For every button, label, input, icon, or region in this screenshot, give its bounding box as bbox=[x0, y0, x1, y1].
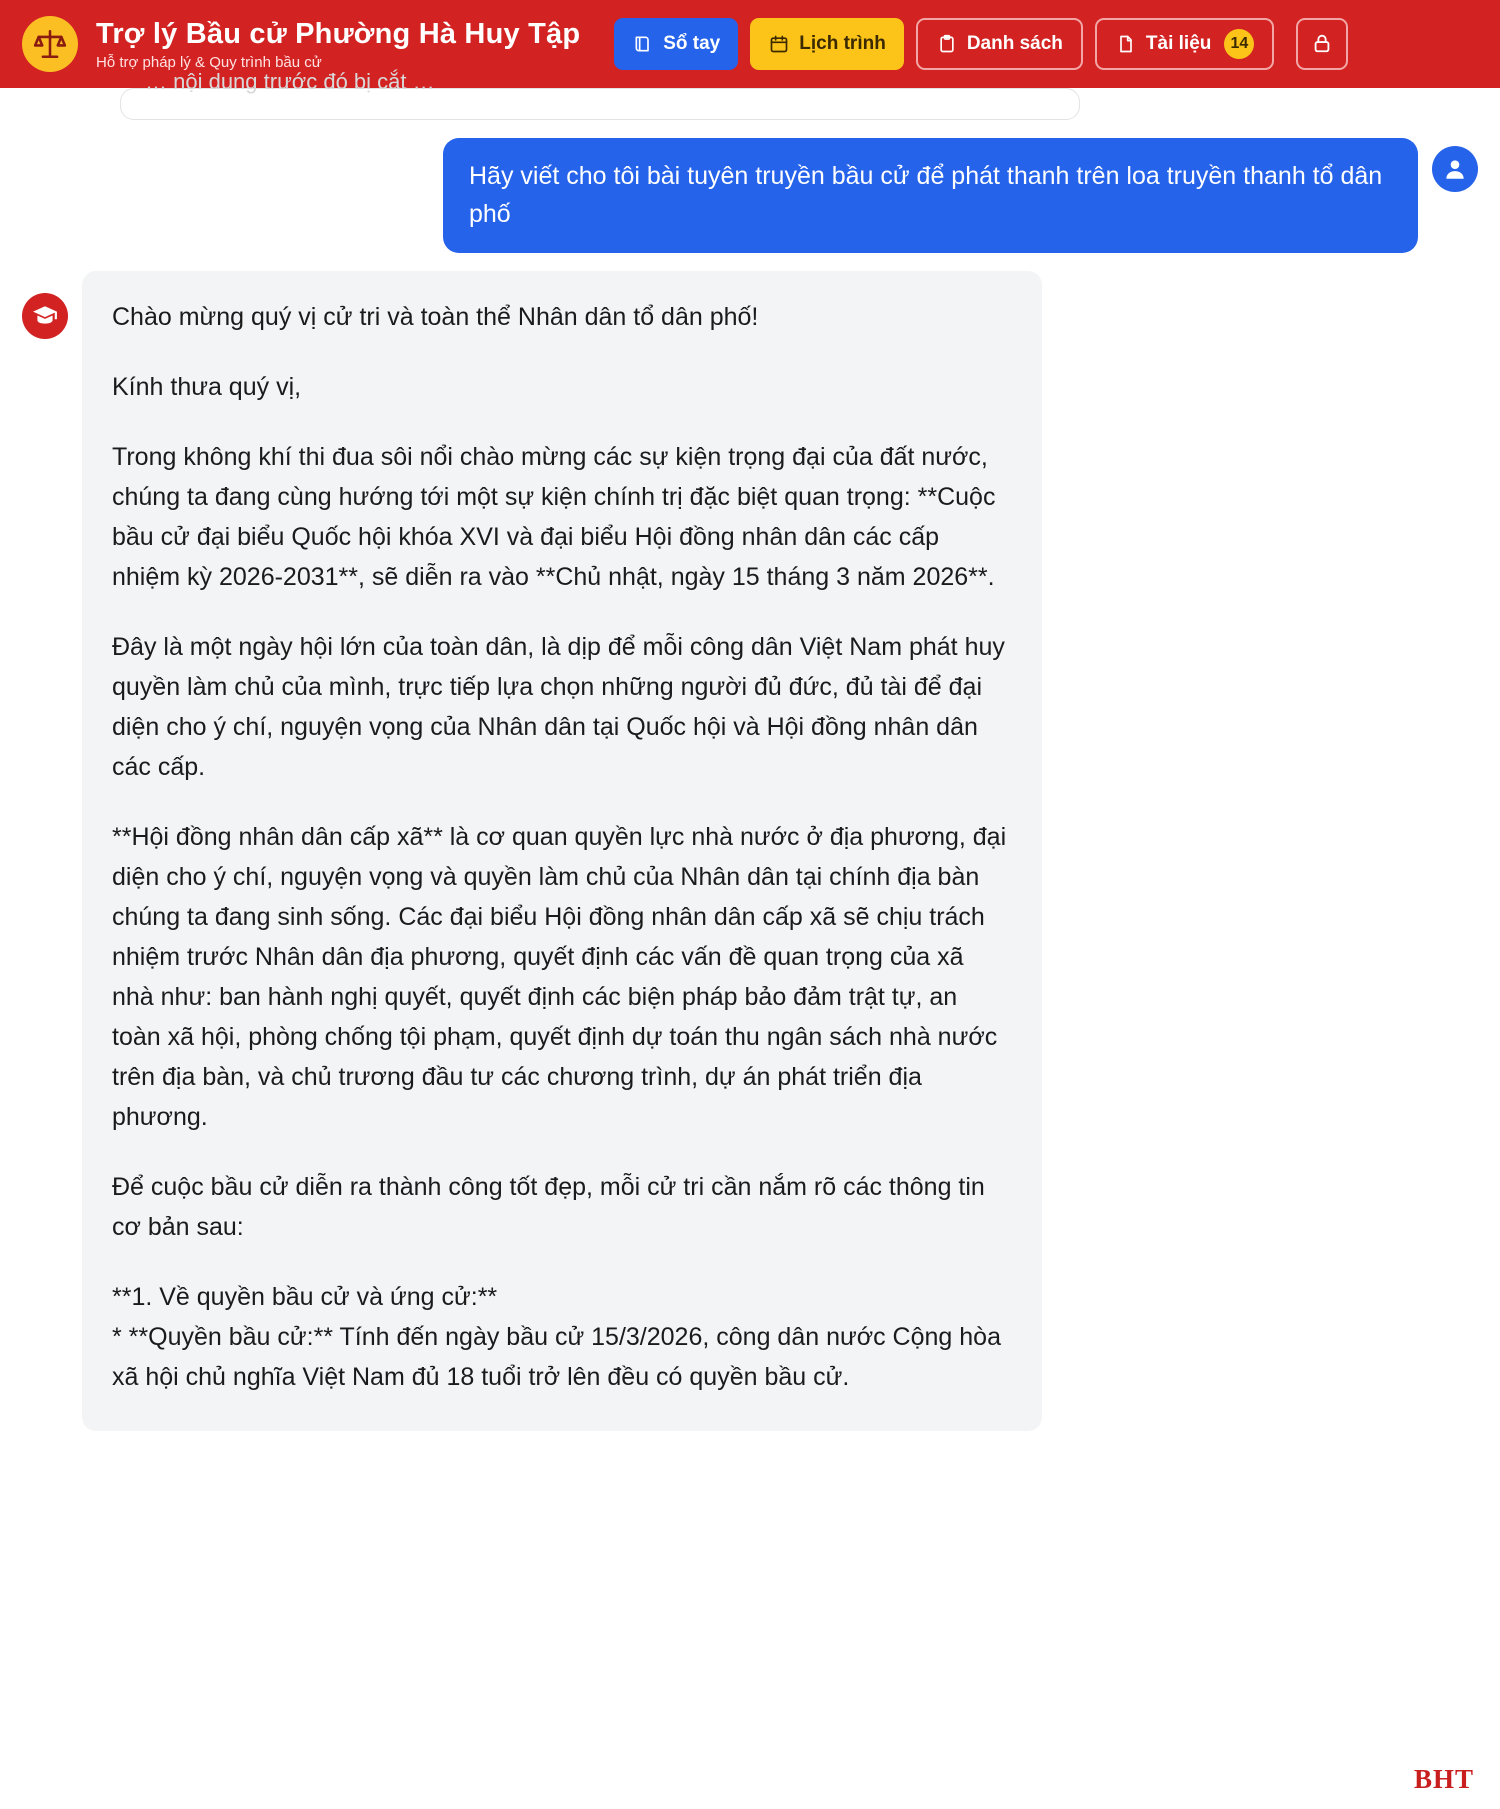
graduation-cap-icon bbox=[22, 293, 68, 339]
scales-of-justice-icon bbox=[22, 16, 78, 72]
app-subtitle: Hỗ trợ pháp lý & Quy trình bầu cử bbox=[96, 53, 322, 71]
previous-message-clipped bbox=[120, 69, 1080, 120]
message-row-user bbox=[22, 138, 1478, 253]
assistant-paragraph: * **Quyền bầu cử:** Tính đến ngày bầu cử 15/3/2026, công dân nước Cộng hòa xã hội chủ nghĩa Việt Nam đủ 18 tuổi trở lên đều có quyền bầu cử. bbox=[112, 1323, 1001, 1391]
assistant-paragraph: **Hội đồng nhân dân cấp xã** là cơ quan quyền lực nhà nước ở địa phương, đại diện cho ý chí, nguyện vọng và quyền làm chủ của Nhân dân tại chính địa bàn chúng ta đang sinh sống. Các đại biểu Hội đồng nhân dân cấp xã sẽ chịu trách nhiệm trước Nhân dân địa phương, quyết định các vấn đề quan trọng của xã nhà như: ban hành nghị quyết, quyết định các biện pháp bảo đảm trật tự, an toàn xã hội, phòng chống tội phạm, quyết định dự toán thu ngân sách nhà nước trên địa bàn, và chủ trương đầu tư các chương trình, dự án phát triển địa phương. bbox=[112, 823, 1007, 1131]
lock-button[interactable] bbox=[1296, 18, 1348, 70]
user-message-bubble: Hãy viết cho tôi bài tuyên truyền bầu cử để phát thanh trên loa truyền thanh tổ dân phố bbox=[443, 138, 1418, 253]
assistant-paragraph: Đây là một ngày hội lớn của toàn dân, là dịp để mỗi công dân Việt Nam phát huy quyền làm chủ của mình, trực tiếp lựa chọn những người đủ đức, đủ tài để đại diện cho ý chí, nguyện vọng của Nhân dân tại Quốc hội và Hội đồng nhân dân các cấp. bbox=[112, 633, 1005, 781]
chat-conversation bbox=[0, 69, 1500, 1471]
calendar-icon bbox=[768, 33, 790, 55]
book-icon bbox=[632, 33, 654, 55]
assistant-paragraph: Kính thưa quý vị, bbox=[112, 373, 302, 401]
nav-label: Tài liệu bbox=[1145, 33, 1212, 54]
previous-message-text: … nội dung trước đó bị cắt … bbox=[145, 69, 435, 94]
clipboard-icon bbox=[936, 33, 958, 55]
assistant-message-bubble bbox=[82, 271, 1042, 1431]
user-icon bbox=[1432, 146, 1478, 192]
nav-label: Danh sách bbox=[966, 33, 1063, 54]
assistant-paragraph: **1. Về quyền bầu cử và ứng cử:** bbox=[112, 1283, 498, 1311]
header-nav bbox=[614, 18, 1348, 70]
documents-badge-count: 14 bbox=[1224, 29, 1254, 59]
nav-button-lich-trinh[interactable] bbox=[750, 18, 904, 70]
nav-button-so-tay[interactable] bbox=[614, 18, 738, 70]
assistant-paragraph: Để cuộc bầu cử diễn ra thành công tốt đẹp, mỗi cử tri cần nắm rõ các thông tin cơ bản sau: bbox=[112, 1173, 985, 1241]
assistant-paragraph: Chào mừng quý vị cử tri và toàn thể Nhân dân tổ dân phố! bbox=[112, 303, 759, 331]
message-row-assistant bbox=[22, 271, 1478, 1431]
lock-icon bbox=[1311, 32, 1333, 57]
nav-label: Lịch trình bbox=[799, 33, 886, 54]
nav-button-tai-lieu[interactable] bbox=[1095, 18, 1274, 70]
brand-text bbox=[96, 18, 580, 71]
document-icon bbox=[1115, 33, 1137, 55]
app-title: Trợ lý Bầu cử Phường Hà Huy Tập bbox=[96, 17, 581, 50]
nav-label: Sổ tay bbox=[663, 33, 721, 54]
assistant-paragraph: Trong không khí thi đua sôi nổi chào mừng các sự kiện trọng đại của đất nước, chúng ta đang cùng hướng tới một sự kiện chính trị đặc biệt quan trọng: **Cuộc bầu cử đại biểu Quốc hội khóa XVI và đại biểu Hội đồng nhân dân các cấp nhiệm kỳ 2026-2031**, sẽ diễn ra vào **Chủ nhật, ngày 15 tháng 3 năm 2026**. bbox=[112, 443, 996, 591]
watermark: BHT bbox=[1413, 1764, 1474, 1794]
nav-button-danh-sach[interactable] bbox=[916, 18, 1083, 70]
